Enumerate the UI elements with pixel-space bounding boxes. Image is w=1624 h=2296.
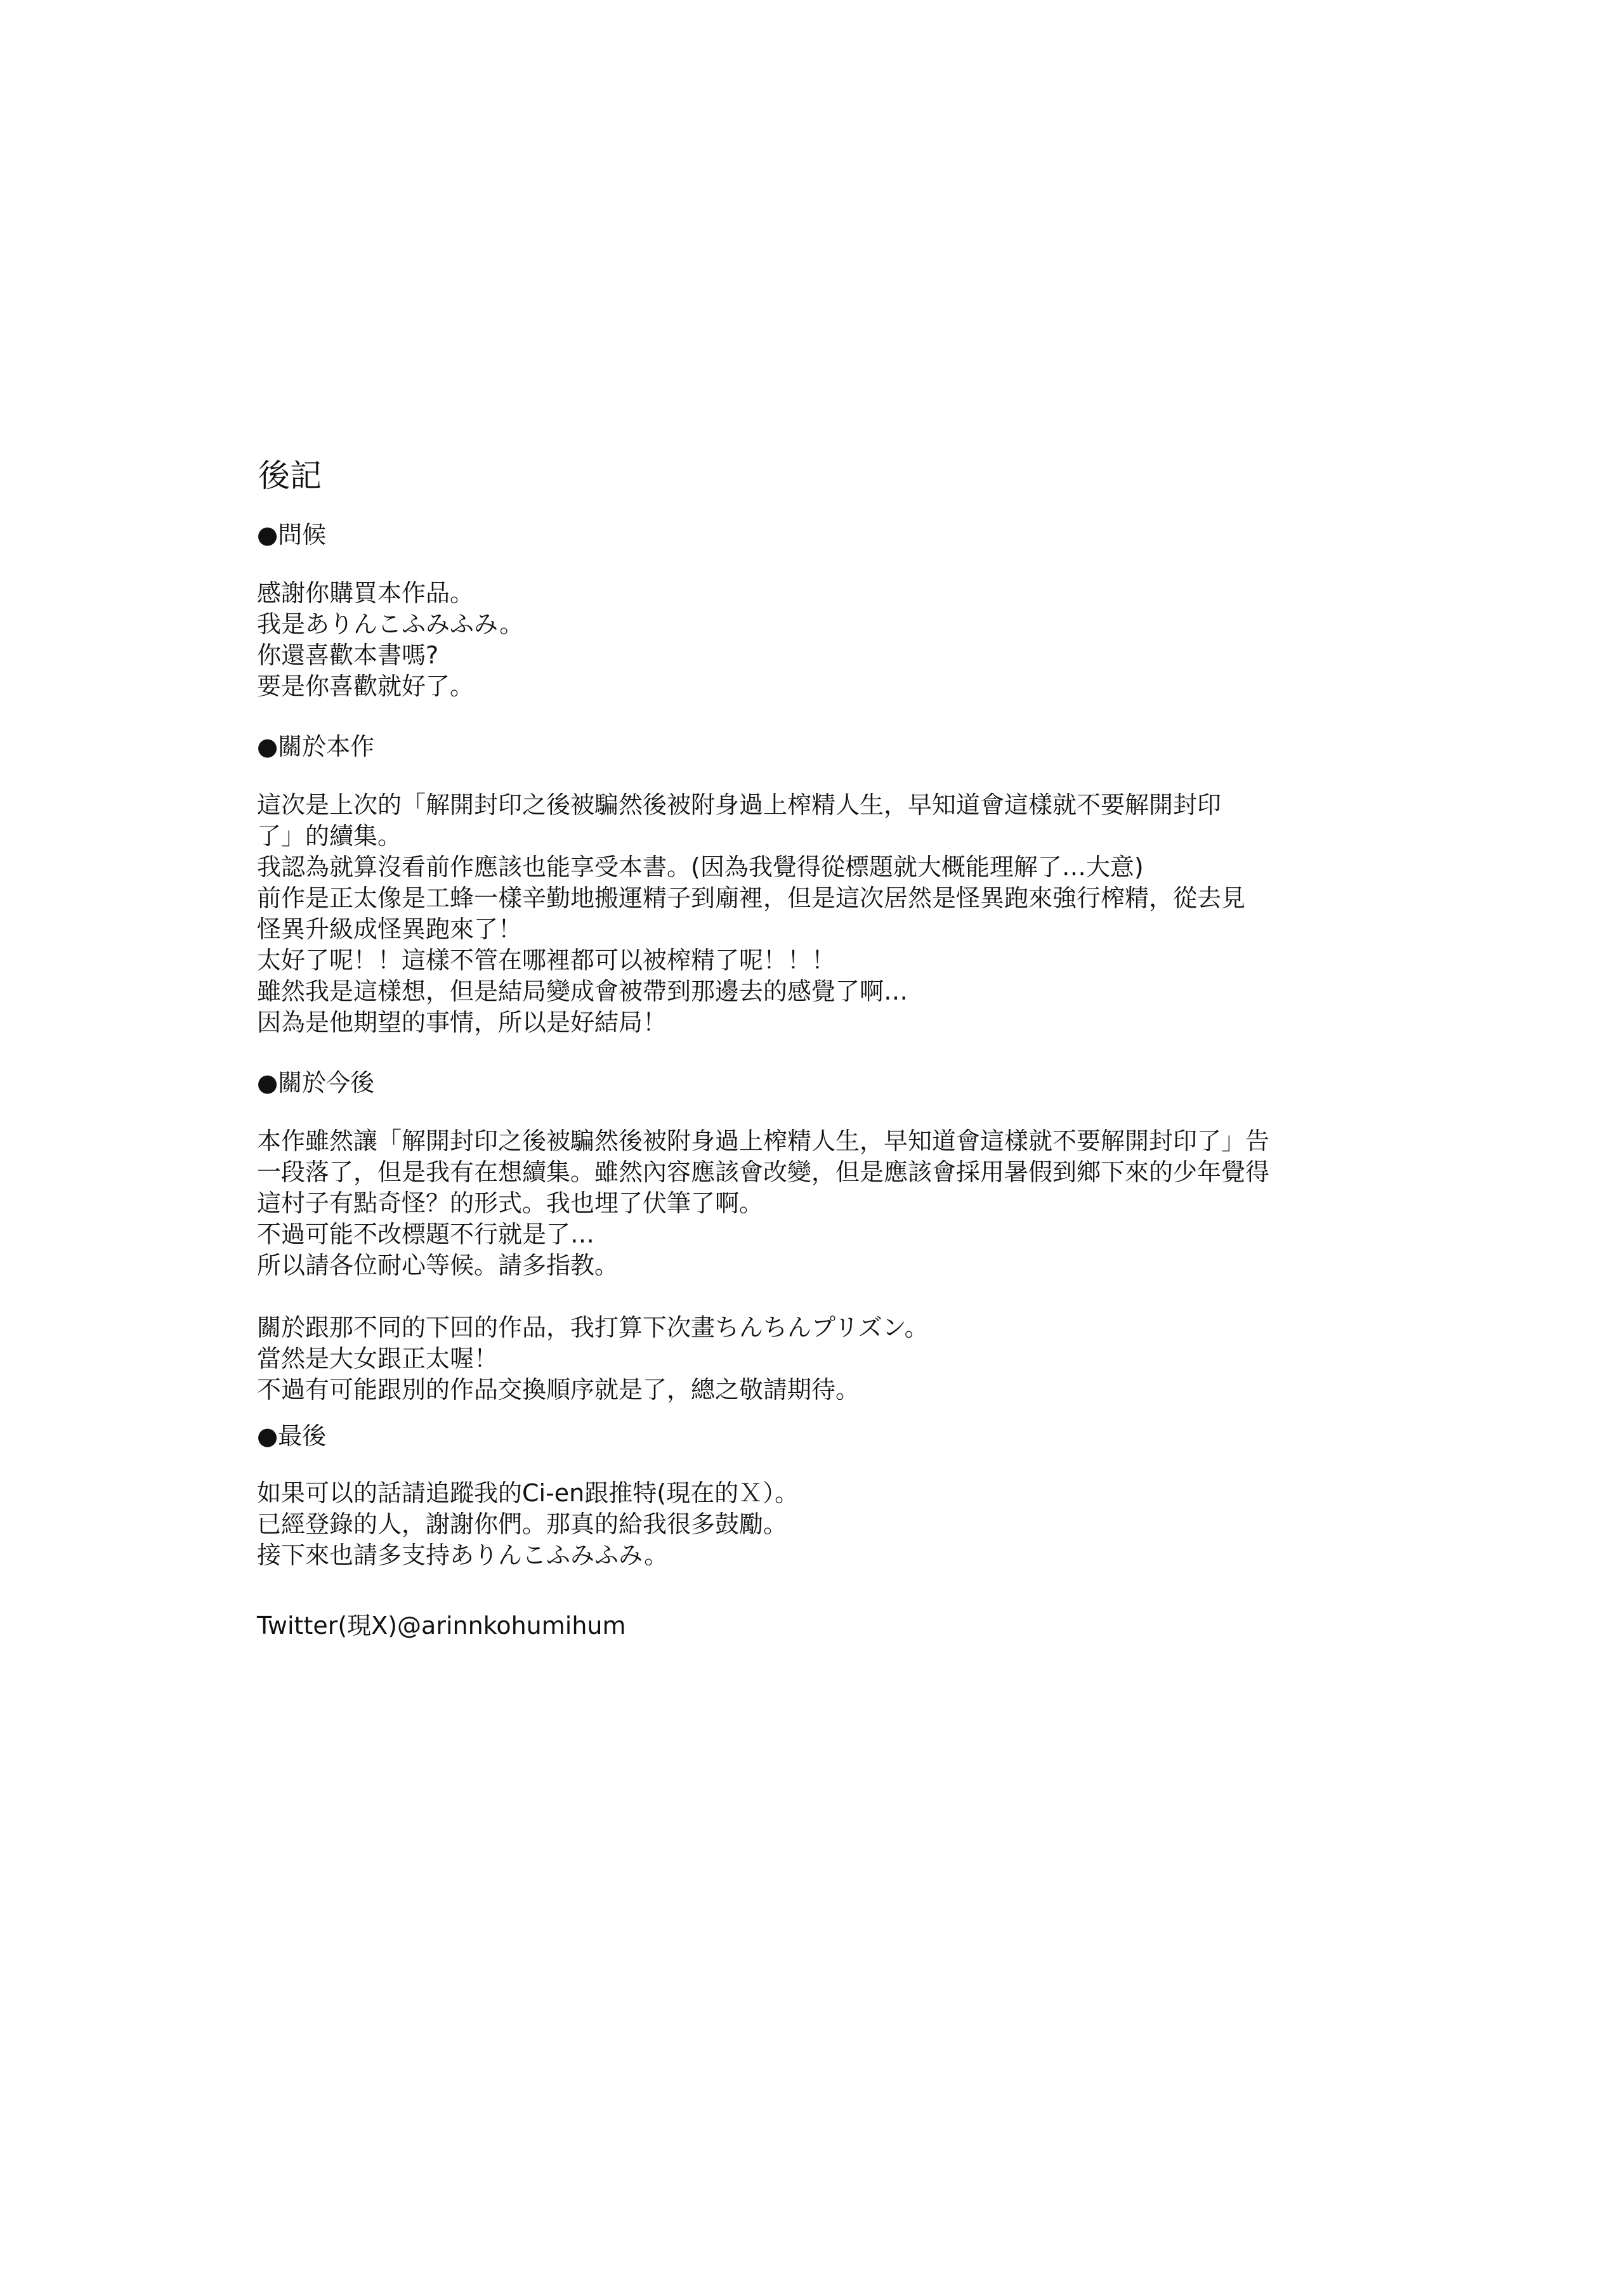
text-line: 接下來也請多支持ありんこふみふみ。 bbox=[257, 1541, 669, 1569]
text-line: 這次是上次的「解開封印之後被騙然後被附身過上榨精人生，早知道會這樣就不要解開封印 bbox=[257, 791, 1222, 819]
section-heading: ●關於本作 bbox=[257, 733, 375, 760]
twitter-handle: Twitter(現X)@arinnkohumihum bbox=[257, 1612, 626, 1640]
text-line: 一段落了，但是我有在想續集。雖然內容應該會改變，但是應該會採用暑假到鄉下來的少年覺得 bbox=[257, 1158, 1270, 1186]
section-body bbox=[257, 790, 1399, 1038]
text-line: 我認為就算沒看前作應該也能享受本書。(因為我覺得從標題就大概能理解了…大意) bbox=[257, 853, 1144, 881]
section-body bbox=[257, 1478, 1399, 1571]
text-line: 你還喜歡本書嗎? bbox=[257, 641, 439, 669]
section-body bbox=[257, 578, 1399, 702]
text-line: 不過可能不改標題不行就是了… bbox=[257, 1220, 595, 1248]
text-line: 前作是正太像是工蜂一樣辛勤地搬運精子到廟裡，但是這次居然是怪異跑來強行榨精，從去見 bbox=[257, 884, 1246, 912]
text-line: 了」的續集。 bbox=[257, 822, 402, 850]
text-line: 關於跟那不同的下回的作品，我打算下次畫ちんちんプリズン。 bbox=[257, 1314, 929, 1341]
section-1 bbox=[257, 730, 1399, 1038]
section-heading: ●最後 bbox=[257, 1422, 327, 1450]
section-heading: ●問候 bbox=[257, 521, 327, 549]
section-0 bbox=[257, 518, 1399, 702]
text-line: 所以請各位耐心等候。請多指教。 bbox=[257, 1251, 619, 1279]
text-line: 已經登錄的人，謝謝你們。那真的給我很多鼓勵。 bbox=[257, 1510, 788, 1538]
text-line: 因為是他期望的事情，所以是好結局！ bbox=[257, 1008, 667, 1036]
section-body bbox=[257, 1126, 1399, 1406]
section-2 bbox=[257, 1066, 1399, 1406]
text-line: 怪異升級成怪異跑來了！ bbox=[257, 915, 523, 943]
text-line: 當然是大女跟正太喔！ bbox=[257, 1345, 499, 1373]
text-line: 要是你喜歡就好了。 bbox=[257, 672, 475, 700]
afterword-page bbox=[257, 453, 1399, 1642]
section-heading: ●關於今後 bbox=[257, 1069, 375, 1097]
section-3 bbox=[257, 1419, 1399, 1571]
text-line: 不過有可能跟別的作品交換順序就是了，總之敬請期待。 bbox=[257, 1376, 860, 1404]
text-line: 我是ありんこふみふみ。 bbox=[257, 610, 524, 638]
sections-container bbox=[257, 518, 1399, 1571]
text-line: 這村子有點奇怪？的形式。我也埋了伏筆了啊。 bbox=[257, 1189, 764, 1217]
text-line: 太好了呢！！這樣不管在哪裡都可以被榨精了呢！！！ bbox=[257, 946, 836, 974]
text-line: 如果可以的話請追蹤我的Ci-en跟推特(現在的Ｘ）。 bbox=[257, 1479, 799, 1507]
text-line: 感謝你購買本作品。 bbox=[257, 579, 475, 607]
text-line: 本作雖然讓「解開封印之後被騙然後被附身過上榨精人生，早知道會這樣就不要解開封印了」告 bbox=[257, 1127, 1270, 1155]
text-line: 雖然我是這樣想，但是結局變成會被帶到那邊去的感覺了啊… bbox=[257, 977, 908, 1005]
paragraph-gap bbox=[257, 1281, 1399, 1312]
page-title: 後記 bbox=[258, 457, 322, 494]
